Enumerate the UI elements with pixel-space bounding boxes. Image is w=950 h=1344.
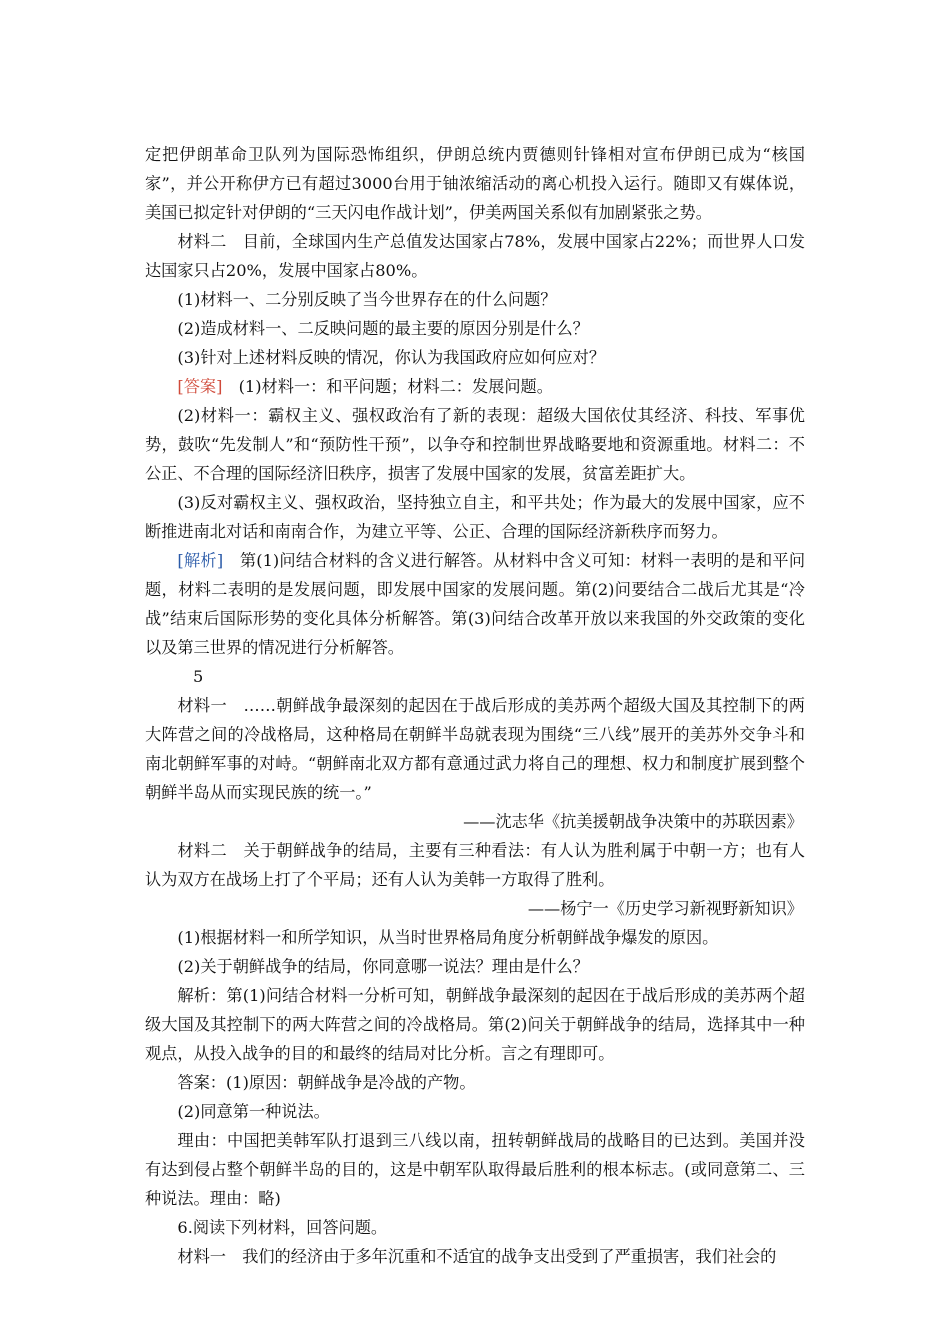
q4-material2: 材料二 目前，全球国内生产总值发达国家占78%，发展中国家占22%；而世界人口发达国家只占20%，发展中国家占80%。	[145, 232, 805, 280]
q4-analysis: 第(1)问结合材料的含义进行解答。从材料中含义可知：材料一表明的是和平问题，材料二表明的是发展问题，即发展中国家的发展问题。第(2)问要结合二战后尤其是“冷战”结束后国际形势的变化具体分析解答。第(3)问结合改革开放以来我国的外交政策的变化以及第三世界的情况进行分析解答。	[145, 551, 806, 657]
q6-title: 6.阅读下列材料，回答问题。	[177, 1218, 388, 1237]
q4-answer-3: (3)反对霸权主义、强权政治，坚持独立自主，和平共处；作为最大的发展中国家，应不断推进南北对话和南南合作，为建立平等、公正、合理的国际经济新秩序而努力。	[145, 493, 805, 541]
q5-answer-2: (2)同意第一种说法。	[177, 1102, 330, 1121]
q4-question-2: (2)造成材料一、二反映问题的最主要的原因分别是什么？	[177, 319, 589, 338]
q5-question-2: (2)关于朝鲜战争的结局，你同意哪一说法？理由是什么？	[177, 957, 589, 976]
q4-question-1: (1)材料一、二分别反映了当今世界存在的什么问题？	[177, 290, 557, 309]
q4-analysis-paragraph	[145, 546, 805, 662]
q4-answer-1: (1)材料一：和平问题；材料二：发展问题。	[238, 377, 553, 396]
q4-answer-1-paragraph	[145, 372, 805, 401]
analysis-tag: [解析]	[177, 551, 224, 570]
q5-number: 5	[193, 667, 204, 686]
document-page	[145, 140, 805, 1271]
q6-material1: 材料一 我们的经济由于多年沉重和不适宜的战争支出受到了严重损害，我们社会的	[177, 1247, 777, 1266]
answer-tag: [答案]	[177, 377, 223, 396]
q5-material1: 材料一 ……朝鲜战争最深刻的起因在于战后形成的美苏两个超级大国及其控制下的两大阵营之间的冷战格局，这种格局在朝鲜半岛就表现为围绕“三八线”展开的美苏外交争斗和南北朝鲜军事的对峙。“朝鲜南北双方都有意通过武力将自己的理想、权力和制度扩展到整个朝鲜半岛从而实现民族的统一。”	[145, 696, 805, 802]
q5-reason: 理由：中国把美韩军队打退到三八线以南，扭转朝鲜战局的战略目的已达到。美国并没有达到侵占整个朝鲜半岛的目的，这是中朝军队取得最后胜利的根本标志。(或同意第二、三种说法。理由：略)	[145, 1131, 805, 1208]
q5-source2: ——杨宁一《历史学习新视野新知识》	[527, 899, 803, 918]
q4-material1-tail: 定把伊朗革命卫队列为国际恐怖组织，伊朗总统内贾德则针锋相对宣布伊朗已成为“核国家”，并公开称伊方已有超过3000台用于铀浓缩活动的离心机投入运行。随即又有媒体说，美国已拟定针对伊朗的“三天闪电作战计划”，伊美两国关系似有加剧紧张之势。	[145, 145, 805, 222]
q5-source1: ——沈志华《抗美援朝战争决策中的苏联因素》	[463, 812, 803, 831]
q5-analysis: 解析：第(1)问结合材料一分析可知，朝鲜战争最深刻的起因在于战后形成的美苏两个超级大国及其控制下的两大阵营之间的冷战格局。第(2)问关于朝鲜战争的结局，选择其中一种观点，从投入战争的目的和最终的结局对比分析。言之有理即可。	[145, 986, 805, 1063]
q4-question-3: (3)针对上述材料反映的情况，你认为我国政府应如何应对？	[177, 348, 606, 367]
q5-question-1: (1)根据材料一和所学知识，从当时世界格局角度分析朝鲜战争爆发的原因。	[177, 928, 719, 947]
q5-material2: 材料二 关于朝鲜战争的结局，主要有三种看法：有人认为胜利属于中朝一方；也有人认为双方在战场上打了个平局；还有人认为美韩一方取得了胜利。	[145, 841, 805, 889]
q5-answer-1: 答案：(1)原因：朝鲜战争是冷战的产物。	[177, 1073, 476, 1092]
q4-answer-2: (2)材料一：霸权主义、强权政治有了新的表现：超级大国依仗其经济、科技、军事优势，鼓吹“先发制人”和“预防性干预”，以争夺和控制世界战略要地和资源重地。材料二：不公正、不合理的国际经济旧秩序，损害了发展中国家的发展，贫富差距扩大。	[145, 406, 805, 483]
